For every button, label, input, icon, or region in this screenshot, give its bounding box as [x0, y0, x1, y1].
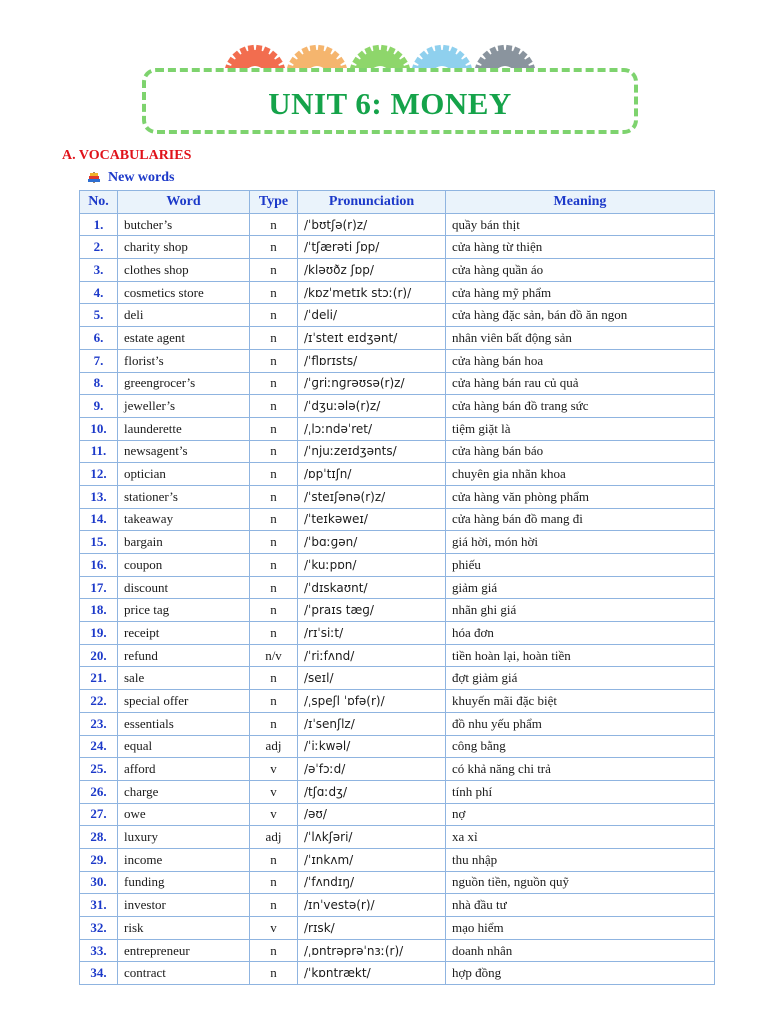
cell-meaning: cửa hàng mỹ phẩm [446, 281, 715, 304]
cell-type: v [250, 758, 298, 781]
table-row [80, 304, 715, 327]
cell-pronunciation: /ˈteɪkəweɪ/ [298, 508, 446, 531]
cell-type: n [250, 485, 298, 508]
cell-pronunciation: /əʊ/ [298, 803, 446, 826]
table-row [80, 463, 715, 486]
column-header-no: No. [80, 191, 118, 214]
cell-meaning: phiếu [446, 554, 715, 577]
cell-pronunciation: /ˈpraɪs tæɡ/ [298, 599, 446, 622]
column-header-pronunciation: Pronunciation [298, 191, 446, 214]
cell-meaning: cửa hàng bán đồ mang đi [446, 508, 715, 531]
cell-type: n [250, 327, 298, 350]
cell-no: 7. [80, 349, 118, 372]
cell-type: n [250, 554, 298, 577]
cell-type: n [250, 395, 298, 418]
cell-meaning: cửa hàng bán báo [446, 440, 715, 463]
table-row [80, 667, 715, 690]
cell-meaning: chuyên gia nhãn khoa [446, 463, 715, 486]
cell-pronunciation: /ˈbɑːɡən/ [298, 531, 446, 554]
cell-meaning: có khả năng chi trả [446, 758, 715, 781]
table-row [80, 871, 715, 894]
cell-word: stationer’s [118, 485, 250, 508]
cell-no: 22. [80, 690, 118, 713]
cell-pronunciation: /ˈiːkwəl/ [298, 735, 446, 758]
cell-pronunciation: /tʃɑːdʒ/ [298, 780, 446, 803]
cell-word: charge [118, 780, 250, 803]
cell-pronunciation: /ˈdɪskaʊnt/ [298, 576, 446, 599]
cell-type: n [250, 236, 298, 259]
cell-meaning: cửa hàng bán hoa [446, 349, 715, 372]
cell-type: v [250, 917, 298, 940]
table-row [80, 712, 715, 735]
cell-pronunciation: /ˈɡriːnɡrəʊsə(r)z/ [298, 372, 446, 395]
section-heading: A. VOCABULARIES [62, 148, 192, 163]
cell-word: funding [118, 871, 250, 894]
table-row [80, 349, 715, 372]
cell-word: investor [118, 894, 250, 917]
cell-type: n [250, 939, 298, 962]
table-row [80, 758, 715, 781]
cell-word: essentials [118, 712, 250, 735]
cell-word: cosmetics store [118, 281, 250, 304]
table-row [80, 576, 715, 599]
cell-meaning: nhân viên bất động sản [446, 327, 715, 350]
cell-type: n [250, 531, 298, 554]
table-row [80, 848, 715, 871]
cell-no: 20. [80, 644, 118, 667]
table-row [80, 281, 715, 304]
title-frame [142, 68, 638, 134]
cell-word: refund [118, 644, 250, 667]
cell-meaning: cửa hàng văn phòng phẩm [446, 485, 715, 508]
cell-word: charity shop [118, 236, 250, 259]
cell-no: 24. [80, 735, 118, 758]
cell-word: clothes shop [118, 259, 250, 282]
cell-word: jeweller’s [118, 395, 250, 418]
table-row [80, 531, 715, 554]
cell-no: 16. [80, 554, 118, 577]
cell-no: 14. [80, 508, 118, 531]
table-row [80, 644, 715, 667]
cell-meaning: nhà đầu tư [446, 894, 715, 917]
table-row [80, 236, 715, 259]
table-row [80, 417, 715, 440]
cell-meaning: giảm giá [446, 576, 715, 599]
cell-type: n [250, 304, 298, 327]
cell-meaning: quầy bán thịt [446, 213, 715, 236]
cell-type: n [250, 463, 298, 486]
cell-word: coupon [118, 554, 250, 577]
cell-type: n [250, 440, 298, 463]
cell-meaning: đồ nhu yếu phẩm [446, 712, 715, 735]
cell-word: newsagent’s [118, 440, 250, 463]
cell-meaning: nhãn ghi giá [446, 599, 715, 622]
cell-pronunciation: /ˈnjuːzeɪdʒənts/ [298, 440, 446, 463]
cell-no: 18. [80, 599, 118, 622]
cell-word: owe [118, 803, 250, 826]
cell-type: n [250, 962, 298, 985]
cell-word: contract [118, 962, 250, 985]
cell-type: v [250, 803, 298, 826]
cell-type: n [250, 281, 298, 304]
cell-type: n [250, 349, 298, 372]
cell-type: n [250, 712, 298, 735]
cell-word: butcher’s [118, 213, 250, 236]
table-row [80, 826, 715, 849]
cell-word: deli [118, 304, 250, 327]
cell-no: 17. [80, 576, 118, 599]
cell-word: discount [118, 576, 250, 599]
cell-pronunciation: /ˈtʃærəti ʃɒp/ [298, 236, 446, 259]
cell-no: 12. [80, 463, 118, 486]
cell-word: optician [118, 463, 250, 486]
cell-pronunciation: /ɪnˈvestə(r)/ [298, 894, 446, 917]
cell-no: 33. [80, 939, 118, 962]
cell-pronunciation: /ˈɪnkʌm/ [298, 848, 446, 871]
table-row [80, 690, 715, 713]
cell-no: 31. [80, 894, 118, 917]
cell-no: 1. [80, 213, 118, 236]
cell-pronunciation: /kɒzˈmetɪk stɔː(r)/ [298, 281, 446, 304]
cell-pronunciation: /ˌɒntrəprəˈnɜː(r)/ [298, 939, 446, 962]
cell-meaning: xa xỉ [446, 826, 715, 849]
cell-type: n/v [250, 644, 298, 667]
cell-meaning: cửa hàng quần áo [446, 259, 715, 282]
table-row [80, 622, 715, 645]
table-row [80, 803, 715, 826]
table-row [80, 894, 715, 917]
cell-pronunciation: /ˈkɒntrækt/ [298, 962, 446, 985]
cell-type: adj [250, 826, 298, 849]
table-row [80, 508, 715, 531]
cell-type: n [250, 508, 298, 531]
cell-no: 9. [80, 395, 118, 418]
table-row [80, 554, 715, 577]
cell-word: price tag [118, 599, 250, 622]
column-header-type: Type [250, 191, 298, 214]
cell-type: n [250, 213, 298, 236]
cell-no: 3. [80, 259, 118, 282]
table-row [80, 372, 715, 395]
cell-word: takeaway [118, 508, 250, 531]
cell-no: 34. [80, 962, 118, 985]
cell-meaning: khuyến mãi đặc biệt [446, 690, 715, 713]
cell-pronunciation: /ɪˈsteɪt eɪdʒənt/ [298, 327, 446, 350]
cell-word: special offer [118, 690, 250, 713]
cell-pronunciation: /rɪsk/ [298, 917, 446, 940]
page-title: UNIT 6: MONEY [268, 86, 512, 121]
cell-type: n [250, 576, 298, 599]
cell-no: 25. [80, 758, 118, 781]
table-row [80, 259, 715, 282]
cell-pronunciation: /ˌlɔːndəˈret/ [298, 417, 446, 440]
cell-meaning: cửa hàng bán rau củ quả [446, 372, 715, 395]
cell-no: 26. [80, 780, 118, 803]
cell-word: sale [118, 667, 250, 690]
cell-no: 30. [80, 871, 118, 894]
cell-pronunciation: /əˈfɔːd/ [298, 758, 446, 781]
sub-heading [86, 170, 175, 186]
cell-no: 8. [80, 372, 118, 395]
cell-pronunciation: /ˈfʌndɪŋ/ [298, 871, 446, 894]
cell-meaning: cửa hàng từ thiện [446, 236, 715, 259]
cell-meaning: hợp đồng [446, 962, 715, 985]
column-header-meaning: Meaning [446, 191, 715, 214]
cell-pronunciation: /ˈlʌkʃəri/ [298, 826, 446, 849]
cell-pronunciation: /ˈdeli/ [298, 304, 446, 327]
cell-type: n [250, 259, 298, 282]
cell-no: 28. [80, 826, 118, 849]
table-row [80, 485, 715, 508]
sub-heading-label: New words [108, 170, 175, 185]
cell-type: adj [250, 735, 298, 758]
cell-meaning: tiệm giặt là [446, 417, 715, 440]
cell-no: 32. [80, 917, 118, 940]
cell-word: bargain [118, 531, 250, 554]
cell-word: entrepreneur [118, 939, 250, 962]
cell-no: 11. [80, 440, 118, 463]
cell-no: 6. [80, 327, 118, 350]
cell-pronunciation: /ˈflɒrɪsts/ [298, 349, 446, 372]
cell-no: 27. [80, 803, 118, 826]
cell-type: n [250, 599, 298, 622]
cell-no: 10. [80, 417, 118, 440]
cell-word: florist’s [118, 349, 250, 372]
cell-meaning: thu nhập [446, 848, 715, 871]
cell-type: n [250, 690, 298, 713]
cell-type: n [250, 417, 298, 440]
cell-pronunciation: /kləʊðz ʃɒp/ [298, 259, 446, 282]
cell-pronunciation: /rɪˈsiːt/ [298, 622, 446, 645]
cell-word: greengrocer’s [118, 372, 250, 395]
cell-no: 23. [80, 712, 118, 735]
cell-meaning: cửa hàng đặc sản, bán đồ ăn ngon [446, 304, 715, 327]
cell-pronunciation: /ˈbʊtʃə(r)z/ [298, 213, 446, 236]
cell-pronunciation: /seɪl/ [298, 667, 446, 690]
cell-meaning: giá hời, món hời [446, 531, 715, 554]
cell-pronunciation: /ɒpˈtɪʃn/ [298, 463, 446, 486]
cell-meaning: hóa đơn [446, 622, 715, 645]
table-row [80, 395, 715, 418]
column-header-word: Word [118, 191, 250, 214]
cell-meaning: cửa hàng bán đồ trang sức [446, 395, 715, 418]
cell-type: n [250, 894, 298, 917]
cell-word: afford [118, 758, 250, 781]
cell-type: n [250, 871, 298, 894]
table-row [80, 735, 715, 758]
cell-pronunciation: /ɪˈsenʃlz/ [298, 712, 446, 735]
cell-pronunciation: /ˌspeʃl ˈɒfə(r)/ [298, 690, 446, 713]
cell-no: 19. [80, 622, 118, 645]
table-row [80, 939, 715, 962]
cell-pronunciation: /ˈriːfʌnd/ [298, 644, 446, 667]
cell-meaning: đợt giảm giá [446, 667, 715, 690]
table-row [80, 440, 715, 463]
table-row [80, 917, 715, 940]
cell-meaning: mạo hiểm [446, 917, 715, 940]
cell-type: n [250, 372, 298, 395]
table-header-row [80, 191, 715, 214]
cell-no: 15. [80, 531, 118, 554]
cell-pronunciation: /ˈkuːpɒn/ [298, 554, 446, 577]
cell-word: launderette [118, 417, 250, 440]
cell-meaning: doanh nhân [446, 939, 715, 962]
table-row [80, 599, 715, 622]
cell-word: risk [118, 917, 250, 940]
table-row [80, 962, 715, 985]
table-row [80, 780, 715, 803]
cell-type: v [250, 780, 298, 803]
cell-meaning: nguồn tiền, nguồn quỹ [446, 871, 715, 894]
cell-no: 29. [80, 848, 118, 871]
cell-no: 4. [80, 281, 118, 304]
cell-word: estate agent [118, 327, 250, 350]
book-bullet-icon [86, 171, 102, 185]
cell-meaning: nợ [446, 803, 715, 826]
cell-no: 21. [80, 667, 118, 690]
cell-type: n [250, 667, 298, 690]
cell-pronunciation: /ˈsteɪʃənə(r)z/ [298, 485, 446, 508]
cell-type: n [250, 848, 298, 871]
cell-word: luxury [118, 826, 250, 849]
cell-no: 5. [80, 304, 118, 327]
table-row [80, 327, 715, 350]
cell-type: n [250, 622, 298, 645]
cell-word: receipt [118, 622, 250, 645]
cell-meaning: tính phí [446, 780, 715, 803]
cell-meaning: công bằng [446, 735, 715, 758]
cell-no: 13. [80, 485, 118, 508]
cell-word: equal [118, 735, 250, 758]
cell-no: 2. [80, 236, 118, 259]
table-row [80, 213, 715, 236]
cell-pronunciation: /ˈdʒuːələ(r)z/ [298, 395, 446, 418]
vocabulary-table [79, 190, 715, 985]
cell-meaning: tiền hoàn lại, hoàn tiền [446, 644, 715, 667]
cell-word: income [118, 848, 250, 871]
